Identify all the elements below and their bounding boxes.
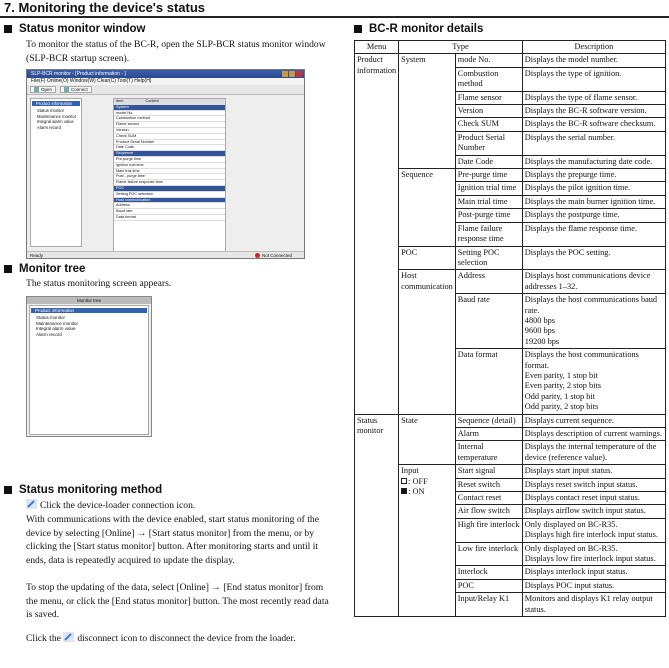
tree-item: Integral alarm value	[36, 326, 76, 331]
table-row: Flame failure response time Displays the flame response time.	[355, 222, 666, 246]
table-header-row	[355, 41, 666, 54]
status-monitor-screenshot	[26, 69, 305, 259]
table-row: Combustion method Displays the type of ignition.	[355, 67, 666, 91]
open-button: Open	[30, 86, 56, 93]
tree-item: Alarm record	[36, 331, 62, 337]
table-row: Check SUM Displays the BC-R software checksum.	[355, 118, 666, 131]
table-row: Contact reset Displays contact reset input status.	[355, 492, 666, 505]
tree-item: Status monitor	[37, 108, 64, 113]
table-row: High fire interlock Only displayed on BC-R35. Displays high fire interlock input status.	[355, 518, 666, 542]
group-sequence: Sequence	[399, 169, 456, 246]
method-step-1: Click the device-loader connection icon.	[26, 499, 331, 513]
grid-row: Baud rate	[114, 209, 225, 215]
off-square-icon	[401, 478, 407, 484]
table-row: Internal temperature Displays the internal temperature of the device (reference value).	[355, 441, 666, 465]
table-row: POC Setting POC selection Displays the POC setting.	[355, 246, 666, 270]
table-row: Input : OFF : ON Start signal Displays start input status.	[355, 465, 666, 478]
grid-row: model No.	[114, 111, 225, 117]
table-row: Host communication Address Displays host communications device addresses 1–32.	[355, 270, 666, 294]
method-step-4: Click the disconnect icon to disconnect the device from the loader.	[26, 633, 296, 644]
table-row: Input/Relay K1 Monitors and displays K1 relay output status.	[355, 593, 666, 617]
section-square-icon	[354, 25, 362, 33]
monitor-tree-header: Monitor tree	[27, 297, 151, 304]
table-row: Date Code Displays the manufacturing date code.	[355, 155, 666, 168]
tree-item: Integral alarm value	[37, 119, 74, 124]
grid-row: POC	[114, 186, 225, 192]
grid-row: Flame sensor	[114, 122, 225, 128]
menu-status-monitor: Status monitor	[355, 414, 399, 617]
table-row: Flame sensor Displays the type of flame sensor.	[355, 91, 666, 104]
table-row: Data format Displays the host communications format. Even parity, 1 stop bit Even parity, 2 stop bits Odd parity, 1 stop bit Odd parity, 2 stop bits	[355, 349, 666, 414]
grid-row: Pre-purge time	[114, 157, 225, 163]
grid-row: Host communication	[114, 198, 225, 204]
table-row: Interlock Displays interlock input status.	[355, 566, 666, 579]
window-menubar: File(F) Online(O) Window(W) Clear(C) Tool(T) Help(H)	[27, 78, 304, 85]
monitor-tree-heading: Monitor tree	[4, 263, 85, 275]
grid-row: Post - purge time	[114, 174, 225, 180]
table-row: Ignition trial time Displays the pilot ignition time.	[355, 182, 666, 195]
tree-item: Status monitor	[36, 315, 66, 320]
disconnect-icon	[63, 632, 74, 642]
tree-item: Alarm record	[37, 124, 61, 130]
col-type: Type	[399, 41, 523, 54]
grid-row: Combustion method	[114, 116, 225, 122]
details-heading: BC-R monitor details	[354, 23, 483, 35]
table-row: Main trial time Displays the main burner ignition time.	[355, 195, 666, 208]
title-rule	[0, 16, 669, 18]
grid-header: Item Content	[114, 99, 225, 105]
table-row: Air flow switch Displays airflow switch input status.	[355, 505, 666, 518]
monitor-tree-screenshot	[26, 296, 152, 437]
group-state: State	[399, 414, 456, 465]
grid-row: Product Serial Number	[114, 140, 225, 146]
grid-row: System	[114, 105, 225, 111]
connect-button: Connect	[60, 86, 92, 93]
tree-item: Product information	[31, 308, 147, 313]
grid-row: Version	[114, 128, 225, 134]
grid-row: Flame failure response time	[114, 180, 225, 186]
menu-product-information: Product information	[355, 54, 399, 414]
grid-row: Date Code	[114, 145, 225, 151]
section-square-icon	[4, 265, 12, 273]
group-host-communication: Host communication	[399, 270, 456, 414]
group-poc: POC	[399, 246, 456, 270]
connect-icon	[64, 87, 69, 92]
table-row: Baud rate Displays the host communications baud rate. 4800 bps 9600 bps 19200 bps	[355, 294, 666, 349]
table-row: Low fire interlock Only displayed on BC-R35. Displays low fire interlock input status.	[355, 542, 666, 566]
group-input: Input : OFF : ON	[399, 465, 456, 617]
monitor-details-table	[354, 40, 666, 617]
table-row: Version Displays the BC-R software version.	[355, 105, 666, 118]
grid-row: Check SUM	[114, 134, 225, 140]
maximize-icon	[289, 71, 295, 77]
close-icon	[296, 71, 302, 77]
group-system: System	[399, 54, 456, 169]
on-square-icon	[401, 488, 407, 494]
grid-row: Address	[114, 203, 225, 209]
grid-row: Sequence	[114, 151, 225, 157]
grid-row: Data format	[114, 215, 225, 221]
section-square-icon	[4, 25, 12, 33]
status-window-text: To monitor the status of the BC-R, open the SLP-BCR status monitor window (SLP-BCR startup screen).	[26, 39, 326, 64]
table-row: POC Displays POC input status.	[355, 579, 666, 592]
tree-item: Maintenance monitor	[36, 320, 79, 326]
status-window-heading: Status monitor window	[4, 23, 146, 35]
monitor-tree-pane	[30, 98, 82, 247]
monitor-tree-text: The status monitoring screen appears.	[26, 278, 172, 289]
col-description: Description	[522, 41, 665, 54]
open-icon	[34, 87, 39, 92]
table-row: Product Serial Number Displays the serial number.	[355, 131, 666, 155]
tree-item: Maintenance monitor	[37, 113, 77, 119]
connect-icon	[26, 499, 37, 509]
table-row: Sequence Pre-purge time Displays the prepurge time.	[355, 169, 666, 182]
col-menu: Menu	[355, 41, 399, 54]
section-square-icon	[4, 486, 12, 494]
method-step-3: To stop the updating of the data, select [Online] → [End status monitor] from the menu, or click the [End status monitor] button. The most recently read data is saved.	[26, 582, 329, 620]
grid-row: Main trial time	[114, 169, 225, 175]
grid-row: Setting POC selection	[114, 192, 225, 198]
window-statusbar: Ready Not Connected	[27, 251, 304, 258]
disconnected-indicator-icon	[255, 253, 260, 258]
grid-row: Ignition trial time	[114, 163, 225, 169]
method-step-2: With communications with the device enabled, start status monitoring of the device by selecting [Online] → [Start status monitor] from the menu, or by clicking the [Start status monitor] button. After monitoring starts and until it ends, data is repeatedly acquired to update the display.	[26, 514, 319, 566]
page-title: 7. Monitoring the device's status	[4, 0, 206, 15]
method-heading: Status monitoring method	[4, 484, 162, 496]
window-toolbar	[27, 85, 304, 95]
table-row: Post-purge time Displays the postpurge time.	[355, 209, 666, 222]
table-row: Status monitor State Sequence (detail) Displays current sequence.	[355, 414, 666, 427]
table-row: Reset switch Displays reset switch input status.	[355, 478, 666, 491]
tree-item: Product information	[32, 101, 80, 106]
table-row: Product information System mode No. Displays the model number.	[355, 54, 666, 67]
table-row: Alarm Displays description of current warnings.	[355, 428, 666, 441]
window-titlebar: SLP-BCR monitor - [Product information - ]	[27, 70, 304, 78]
minimize-icon	[282, 71, 288, 77]
info-grid	[113, 98, 226, 259]
